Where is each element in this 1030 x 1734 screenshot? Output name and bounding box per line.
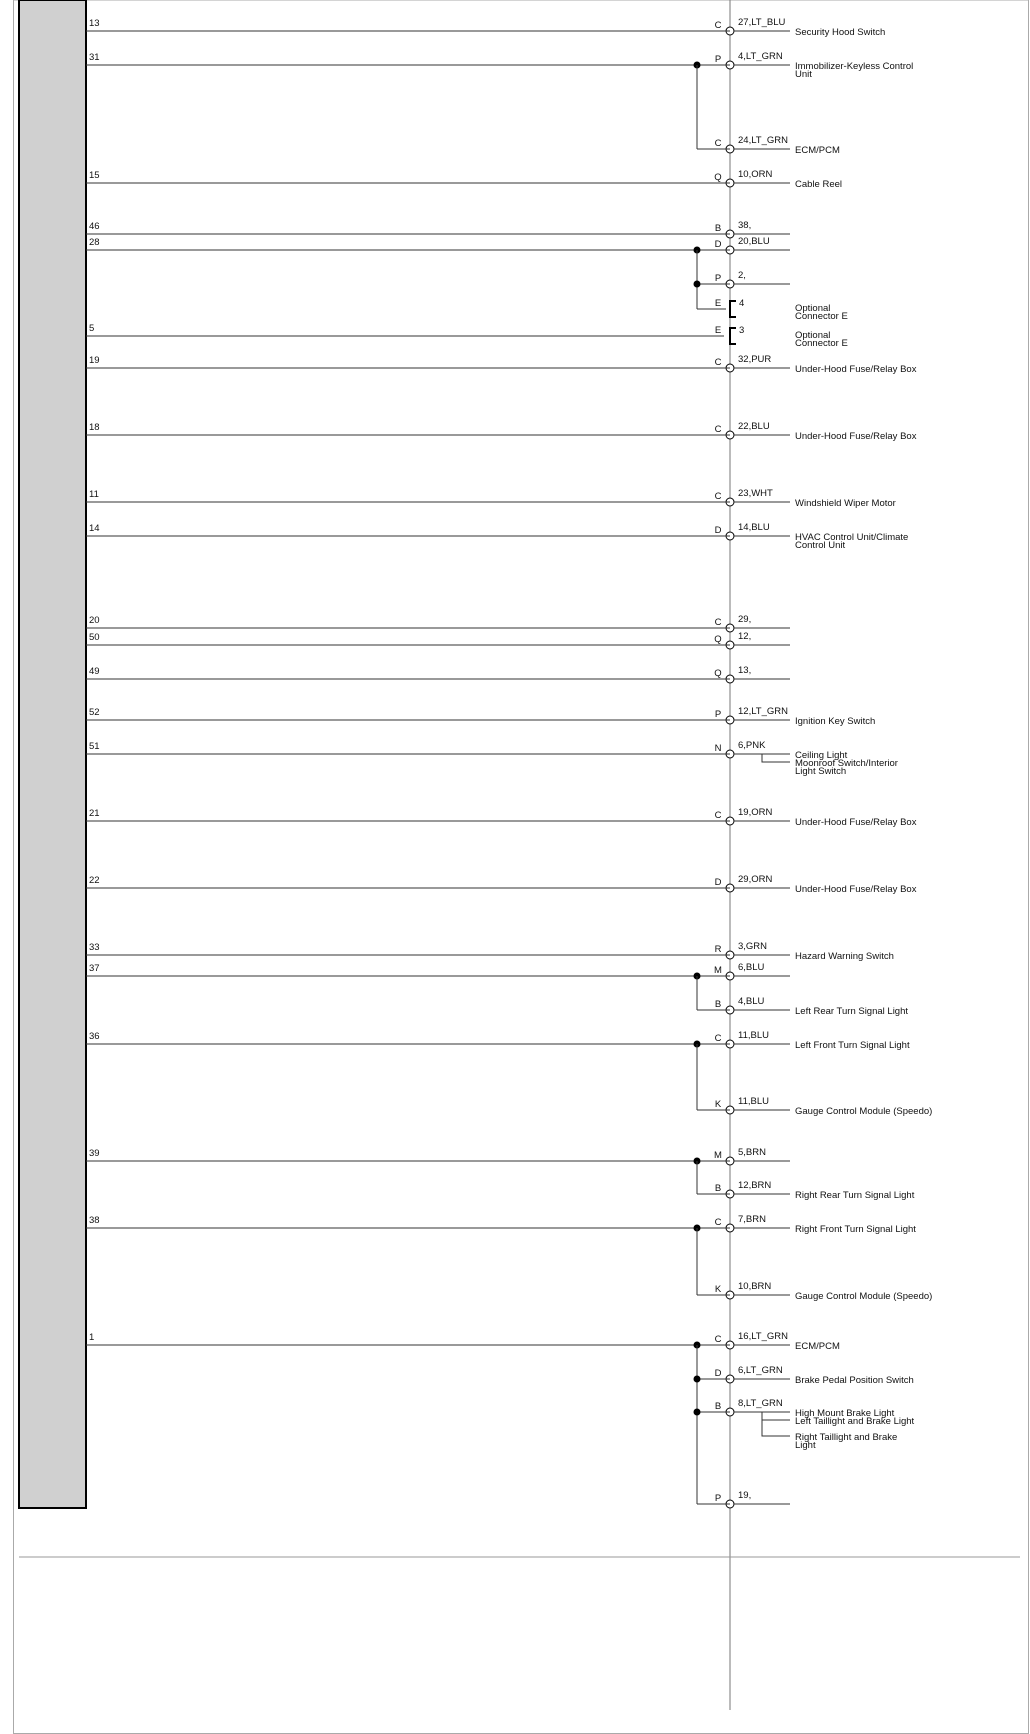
- connector-letter: K: [714, 1284, 722, 1295]
- wire-label: 19,ORN: [738, 807, 773, 818]
- connector-letter: D: [714, 1368, 722, 1379]
- pin-number: 31: [89, 52, 100, 63]
- wire-label: 19,: [738, 1490, 752, 1501]
- destination-label: Right Front Turn Signal Light: [795, 1224, 916, 1235]
- destination-label: Left Taillight and Brake Light: [795, 1416, 915, 1427]
- pin-number: 1: [89, 1332, 95, 1343]
- pin-number: 28: [89, 237, 100, 248]
- optional-connector-bracket: [730, 328, 736, 344]
- wire-label: 3,GRN: [738, 941, 768, 952]
- destination-label: HVAC Control Unit/Climate: [795, 532, 909, 543]
- wire-label: 11,BLU: [738, 1030, 769, 1041]
- pin-number: 5: [89, 323, 95, 334]
- destination-label: Optional: [795, 330, 831, 341]
- connector-letter: M: [714, 1150, 722, 1161]
- wire-label: 10,BRN: [738, 1281, 772, 1292]
- connector-letter: P: [714, 273, 722, 284]
- connector-letter: B: [714, 1183, 722, 1194]
- wire-label: 8,LT_GRN: [738, 1398, 783, 1409]
- pin-number: 21: [89, 808, 100, 819]
- destination-label: Left Rear Turn Signal Light: [795, 1006, 909, 1017]
- destination-label: Left Front Turn Signal Light: [795, 1040, 910, 1051]
- wire-label: 12,BRN: [738, 1180, 772, 1191]
- wire-label: 22,BLU: [738, 421, 770, 432]
- connector-letter: N: [714, 743, 722, 754]
- wire-label: 11,BLU: [738, 1096, 769, 1107]
- destination-label: Connector E: [795, 311, 848, 322]
- pin-number: 46: [89, 221, 100, 232]
- destination-label: Right Rear Turn Signal Light: [795, 1190, 915, 1201]
- destination-label: Gauge Control Module (Speedo): [795, 1291, 933, 1302]
- destination-label: Right Taillight and Brake: [795, 1432, 898, 1443]
- pin-number: 11: [89, 489, 99, 500]
- splice-dot: [694, 1409, 701, 1416]
- branch-line: [762, 754, 790, 762]
- connector-letter: C: [714, 1334, 722, 1345]
- wire-label: 3: [739, 325, 745, 336]
- wire-label: 27,LT_BLU: [738, 17, 786, 28]
- wire-label: 4,LT_GRN: [738, 51, 783, 62]
- destination-label: Moonroof Switch/Interior: [795, 758, 898, 769]
- destination-label: Gauge Control Module (Speedo): [795, 1106, 933, 1117]
- connector-letter: B: [714, 223, 722, 234]
- pin-number: 13: [89, 18, 100, 29]
- branch-line: [762, 1412, 790, 1436]
- connector-letter: P: [714, 1493, 722, 1504]
- connector-letter: B: [714, 999, 722, 1010]
- connector-letter: Q: [714, 668, 722, 679]
- destination-label: Windshield Wiper Motor: [795, 498, 896, 509]
- wire-label: 2,: [738, 270, 746, 281]
- destination-label: Light: [795, 1440, 816, 1451]
- connector-letter: D: [714, 877, 722, 888]
- wire-label: 38,: [738, 220, 752, 231]
- destination-label: Light Switch: [795, 766, 847, 777]
- wire-label: 4: [739, 298, 745, 309]
- splice-dot: [694, 281, 701, 288]
- pin-number: 22: [89, 875, 100, 886]
- connector-letter: C: [714, 1033, 722, 1044]
- connector-letter: D: [714, 525, 722, 536]
- pin-number: 15: [89, 170, 100, 181]
- wire-label: 12,LT_GRN: [738, 706, 788, 717]
- destination-label: Brake Pedal Position Switch: [795, 1375, 914, 1386]
- connector-letter: K: [714, 1099, 722, 1110]
- pin-number: 50: [89, 632, 100, 643]
- pin-number: 14: [89, 523, 100, 534]
- connector-letter: C: [714, 1217, 722, 1228]
- connector-letter: C: [714, 424, 722, 435]
- destination-label: Cable Reel: [795, 179, 842, 190]
- destination-label: Optional: [795, 303, 831, 314]
- destination-label: Under-Hood Fuse/Relay Box: [795, 884, 917, 895]
- connector-letter: C: [714, 357, 722, 368]
- wire-label: 12,: [738, 631, 752, 642]
- wire-label: 4,BLU: [738, 996, 765, 1007]
- connector-letter: M: [714, 965, 722, 976]
- connector-letter: C: [714, 491, 722, 502]
- destination-label: Under-Hood Fuse/Relay Box: [795, 364, 917, 375]
- connector-letter: C: [714, 810, 722, 821]
- connector-letter: E: [714, 298, 722, 309]
- destination-label: Security Hood Switch: [795, 27, 886, 38]
- wire-label: 13,: [738, 665, 752, 676]
- wire-label: 20,BLU: [738, 236, 770, 247]
- destination-label: Ceiling Light: [795, 750, 848, 761]
- connector-letter: E: [714, 325, 722, 336]
- wire-label: 10,ORN: [738, 169, 773, 180]
- splice-dot: [694, 1376, 701, 1383]
- pin-number: 37: [89, 963, 100, 974]
- wire-label: 6,LT_GRN: [738, 1365, 783, 1376]
- connector-letter: C: [714, 617, 722, 628]
- pin-number: 33: [89, 942, 100, 953]
- pin-number: 20: [89, 615, 100, 626]
- pin-number: 39: [89, 1148, 100, 1159]
- wire-label: 32,PUR: [738, 354, 772, 365]
- connector-letter: B: [714, 1401, 722, 1412]
- destination-label: Immobilizer-Keyless Control: [795, 61, 914, 72]
- connector-letter: Q: [714, 634, 722, 645]
- pin-number: 36: [89, 1031, 100, 1042]
- pin-number: 49: [89, 666, 100, 677]
- destination-label: Control Unit: [795, 540, 846, 551]
- pin-number: 51: [89, 741, 100, 752]
- wire-label: 29,: [738, 614, 752, 625]
- wire-label: 16,LT_GRN: [738, 1331, 788, 1342]
- wire-label: 5,BRN: [738, 1147, 766, 1158]
- wire-label: 7,BRN: [738, 1214, 766, 1225]
- destination-label: ECM/PCM: [795, 145, 840, 156]
- pin-number: 18: [89, 422, 100, 433]
- destination-label: Ignition Key Switch: [795, 716, 876, 727]
- wire-label: 23,WHT: [738, 488, 773, 499]
- pin-number: 52: [89, 707, 100, 718]
- destination-label: Connector E: [795, 338, 848, 349]
- wire-label: 6,PNK: [738, 740, 766, 751]
- destination-label: Unit: [795, 69, 812, 80]
- destination-label: High Mount Brake Light: [795, 1408, 895, 1419]
- destination-label: Hazard Warning Switch: [795, 951, 894, 962]
- connector-letter: P: [714, 709, 722, 720]
- connector-letter: C: [714, 20, 722, 31]
- connector-letter: Q: [714, 172, 722, 183]
- optional-connector-bracket: [730, 301, 736, 317]
- wire-label: 6,BLU: [738, 962, 765, 973]
- destination-label: ECM/PCM: [795, 1341, 840, 1352]
- control-module-block: [19, 0, 86, 1508]
- destination-label: Under-Hood Fuse/Relay Box: [795, 431, 917, 442]
- connector-letter: P: [714, 54, 722, 65]
- wire-label: 14,BLU: [738, 522, 770, 533]
- connector-letter: R: [714, 944, 722, 955]
- wire-label: 29,ORN: [738, 874, 773, 885]
- pin-number: 19: [89, 355, 100, 366]
- pin-number: 38: [89, 1215, 100, 1226]
- page-border: [14, 0, 1029, 1734]
- connector-letter: D: [714, 239, 722, 250]
- destination-label: Under-Hood Fuse/Relay Box: [795, 817, 917, 828]
- connector-letter: C: [714, 138, 722, 149]
- wire-label: 24,LT_GRN: [738, 135, 788, 146]
